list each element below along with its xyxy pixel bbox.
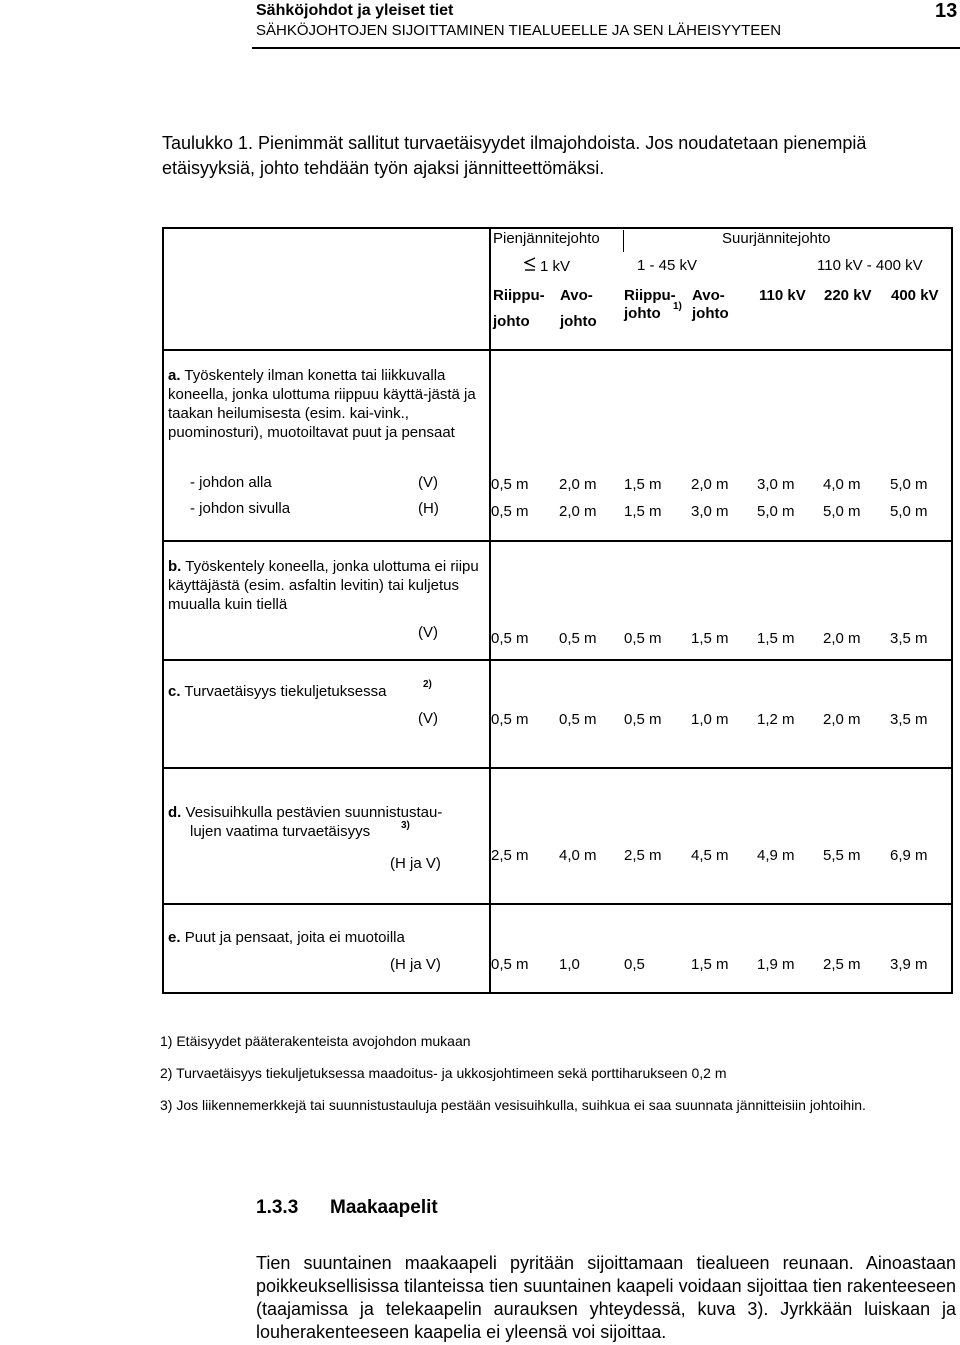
footnote-3: 3) Jos liikennemerkkejä tai suunnistustauluja pestään vesisuihkulla, suihkua ei saa suunnata jännitteisiin johtoihin.	[160, 1097, 866, 1113]
section-b-text: Työskentely koneella, jonka ulottuma ei riipu käyttäjästä (esim. asfaltin levitin) tai kuljetus muualla kuin tiellä	[168, 558, 479, 613]
value-cell: 0,5 m	[559, 711, 597, 728]
section-b-description	[168, 557, 488, 614]
value-cell: 1,5 m	[757, 630, 795, 647]
header-separator	[623, 230, 624, 252]
value-cell: 5,0 m	[757, 503, 795, 520]
value-cell: 5,5 m	[823, 847, 861, 864]
value-cell: 6,9 m	[890, 847, 928, 864]
value-cell: 1,5 m	[624, 476, 662, 493]
running-header-title: Sähköjohdot ja yleiset tiet	[256, 2, 454, 19]
section-b-letter: b.	[168, 558, 182, 575]
row-label: - johdon alla	[190, 474, 272, 491]
col-johto-4: johto	[692, 305, 729, 322]
row-direction: (H ja V)	[390, 855, 441, 872]
value-cell: 1,5 m	[624, 503, 662, 520]
col-220kv: 220 kV	[824, 287, 872, 304]
value-cell: 0,5 m	[491, 476, 529, 493]
voltage-low	[524, 257, 570, 275]
value-cell: 4,5 m	[691, 847, 729, 864]
col-johto-3: johto	[624, 305, 661, 322]
group-high-voltage: Suurjännitejohto	[722, 230, 831, 247]
value-cell: 5,0 m	[890, 476, 928, 493]
value-cell: 0,5 m	[624, 711, 662, 728]
section-title: Maakaapelit	[330, 1197, 438, 1218]
table-caption: Taulukko 1. Pienimmät sallitut turvaetäisyydet ilmajohdoista. Jos noudatetaan pienempiä etäisyyksiä, johto tehdään työn ajaksi jännitteettömäksi.	[162, 133, 867, 178]
footnote-2: 2) Turvaetäisyys tiekuljetuksessa maadoitus- ja ukkosjohtimeen sekä porttiharukseen 0,2 m	[160, 1065, 727, 1081]
value-cell: 1,9 m	[757, 956, 795, 973]
section-d-text-1: Vesisuihkulla pestävien suunnistustau-	[185, 804, 443, 821]
section-e-text: Puut ja pensaat, joita ei muotoilla	[184, 929, 405, 946]
col-400kv: 400 kV	[891, 287, 939, 304]
section-e-letter: e.	[168, 929, 181, 946]
col-johto-1: johto	[493, 313, 530, 330]
value-cell: 0,5 m	[491, 503, 529, 520]
value-cell: 0,5 m	[491, 711, 529, 728]
row-direction: (H ja V)	[390, 956, 441, 973]
section-e-description	[168, 929, 405, 946]
value-cell: 2,0 m	[559, 503, 597, 520]
row-direction: (H)	[418, 500, 439, 517]
value-cell: 2,5 m	[823, 956, 861, 973]
section-a-letter: a.	[168, 367, 181, 384]
section-d-footnote: 3)	[401, 820, 410, 831]
value-cell: 0,5	[624, 956, 645, 973]
row-direction: (V)	[418, 710, 438, 727]
col-avo-1: Avo-	[560, 287, 593, 304]
table-divider-vertical	[489, 350, 491, 994]
page-number: 13	[935, 0, 958, 22]
table-divider-horizontal	[162, 767, 953, 769]
col-footnote-1: 1)	[673, 301, 682, 312]
value-cell: 1,2 m	[757, 711, 795, 728]
section-a-text: Työskentely ilman konetta tai liikkuvalla koneella, jonka ulottuma riippuu käyttä-jästä ja taakan heilumisesta (esim. kai-vink., puominosturi), muotoiltavat puut ja pensaat	[168, 367, 476, 441]
table-divider-horizontal	[162, 349, 953, 351]
section-c-letter: c.	[168, 683, 181, 700]
value-cell: 4,9 m	[757, 847, 795, 864]
col-avo-2: Avo-	[692, 287, 725, 304]
col-riippu-1: Riippu-	[493, 287, 545, 304]
section-d-text-2: lujen vaatima turvaetäisyys	[190, 823, 371, 840]
value-cell: 5,0 m	[890, 503, 928, 520]
voltage-high: 110 kV - 400 kV	[817, 257, 923, 274]
value-cell: 3,0 m	[691, 503, 729, 520]
value-cell: 1,5 m	[691, 956, 729, 973]
voltage-mid: 1 - 45 kV	[637, 257, 698, 274]
table-divider-vertical	[489, 227, 491, 351]
col-110kv: 110 kV	[759, 287, 806, 304]
value-cell: 3,5 m	[890, 711, 928, 728]
value-cell: 2,0 m	[691, 476, 729, 493]
group-low-voltage: Pienjännitejohto	[493, 230, 600, 247]
value-cell: 0,5 m	[624, 630, 662, 647]
col-johto-2: johto	[560, 313, 597, 330]
value-cell: 2,0 m	[823, 630, 861, 647]
running-header-subtitle: SÄHKÖJOHTOJEN SIJOITTAMINEN TIEALUEELLE JA SEN LÄHEISYYTEEN	[256, 22, 782, 39]
value-cell: 2,5 m	[491, 847, 529, 864]
section-a-description	[168, 366, 484, 442]
value-cell: 4,0 m	[559, 847, 597, 864]
value-cell: 5,0 m	[823, 503, 861, 520]
header-rule	[252, 47, 960, 49]
value-cell: 3,9 m	[890, 956, 928, 973]
value-cell: 1,5 m	[691, 630, 729, 647]
value-cell: 3,5 m	[890, 630, 928, 647]
value-cell: 2,0 m	[559, 476, 597, 493]
row-direction: (V)	[418, 624, 438, 641]
value-cell: 3,0 m	[757, 476, 795, 493]
value-cell: 2,0 m	[823, 711, 861, 728]
value-cell: 1,0	[559, 956, 580, 973]
section-c-footnote: 2)	[423, 679, 432, 690]
section-paragraph: Tien suuntainen maakaapeli pyritään sijoittamaan tiealueen reunaan. Ainoastaan poikkeuksellisissa tilanteissa tien suuntainen kaapeli voidaan sijoittaa tien rakenteeseen (taajamissa ja telekaapelin aurauksen yhteydessä, kuva 3). Jyrkkään luiskaan ja louherakenteeseen kaapelia ei yleensä voi sijoittaa.	[256, 1253, 956, 1342]
section-c-text: Turvaetäisyys tiekuljetuksessa	[184, 683, 387, 700]
voltage-low-label: 1 kV	[540, 258, 571, 275]
footnote-1: 1) Etäisyydet pääterakenteista avojohdon mukaan	[160, 1033, 471, 1049]
value-cell: 0,5 m	[491, 956, 529, 973]
section-number: 1.3.3	[256, 1197, 299, 1218]
value-cell: 4,0 m	[823, 476, 861, 493]
value-cell: 1,0 m	[691, 711, 729, 728]
less-equal-icon	[524, 257, 536, 271]
table-divider-horizontal	[162, 659, 953, 661]
table-divider-horizontal	[162, 903, 953, 905]
table-divider-horizontal	[162, 540, 953, 542]
row-label: - johdon sivulla	[190, 500, 291, 517]
section-d-letter: d.	[168, 804, 182, 821]
section-c-description	[168, 683, 386, 700]
section-d-description	[168, 804, 442, 821]
col-riippu-2: Riippu-	[624, 287, 676, 304]
value-cell: 0,5 m	[559, 630, 597, 647]
value-cell: 0,5 m	[491, 630, 529, 647]
value-cell: 2,5 m	[624, 847, 662, 864]
row-direction: (V)	[418, 474, 438, 491]
